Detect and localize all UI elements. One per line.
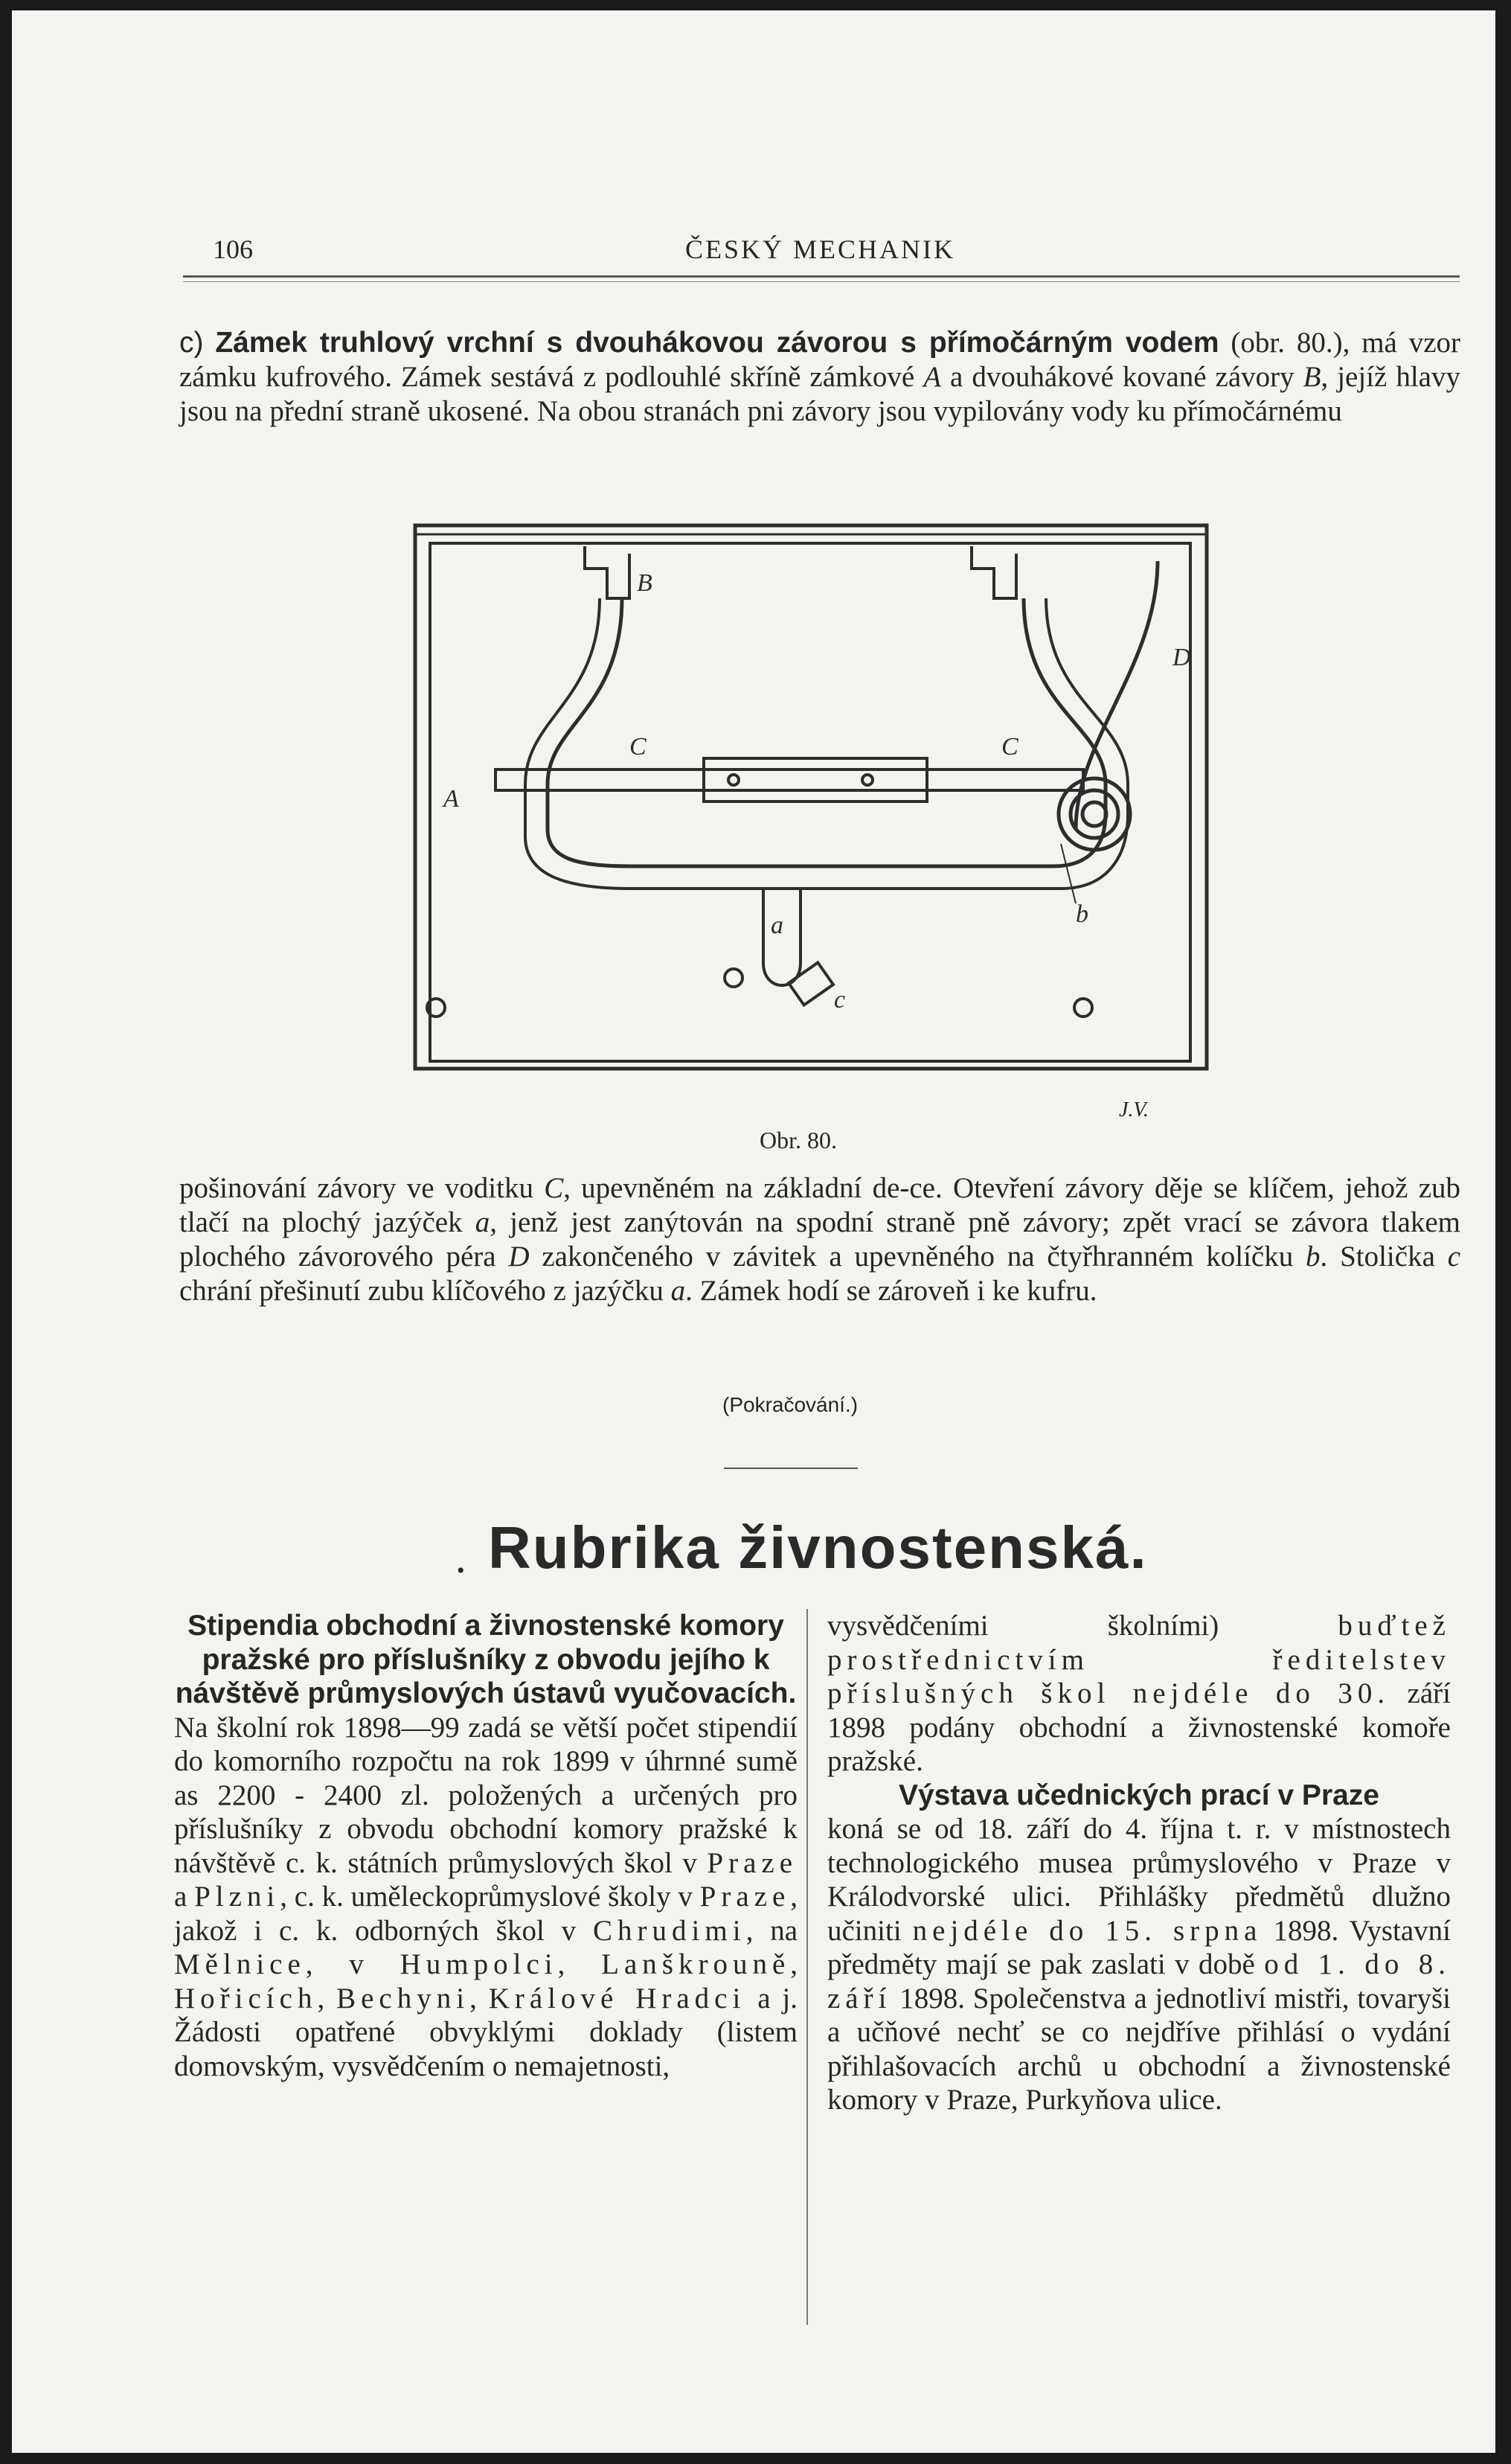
pin-b-leader [1061, 844, 1076, 903]
article-lead-paragraph [179, 326, 1460, 429]
continued-note: (Pokračování.) [722, 1393, 859, 1416]
header-rule [183, 275, 1460, 278]
lead-body-1: (obr. 80.), má vzor zámku kufrového. Zámek sestává z podlouhlé skříně zámkové [179, 327, 1460, 393]
city-praha-2: Praze [699, 1881, 791, 1913]
rivet-left [728, 775, 739, 785]
stipendia-heading: Stipendia obchodní a živnostenské komory pražské pro příslušníky z obvodu jejího k návštěvě průmyslových ústavů vyučovacích. [175, 1610, 797, 1709]
city-praha: Praze [707, 1846, 798, 1879]
running-header-title: ČESKÝ MECHANIK [685, 234, 956, 264]
right-p2-spaced-1: nejdéle do 15. srpna [912, 1914, 1263, 1947]
after-6: chrání přešinutí zubu klíčového z jazýčku [179, 1275, 671, 1307]
var-C: C [544, 1172, 564, 1204]
city-chrudim: Chrudimi [593, 1914, 746, 1947]
left-p1f: , v [305, 1948, 400, 1980]
section-dot: • [457, 1558, 465, 1583]
right-p2b: 1898. Vystavní předměty mají se pak zaslati v době [827, 1914, 1451, 1980]
after-4: zakončeného v závitek a upevněného na čtyřhranném kolíčku [529, 1241, 1306, 1273]
vystava-heading: Výstava učednických prací v Praze [898, 1779, 1380, 1811]
city-horice: Hořicích [174, 1982, 318, 2015]
figure-label-c: c [834, 986, 846, 1014]
lead-body-3: , jejíž hlavy jsou na přední straně ukosené. Na obou stranách pni závory jsou vypilovány vody ku přímočárnému [179, 361, 1460, 427]
page-number: 106 [213, 234, 253, 264]
lead-marker: c) [179, 327, 204, 359]
var-c: c [1447, 1241, 1460, 1273]
figure-label-A: A [443, 785, 459, 813]
figure-caption: Obr. 80. [760, 1127, 837, 1153]
var-b: b [1306, 1241, 1321, 1273]
header-rule-thin [183, 281, 1460, 282]
rivet-right [862, 775, 873, 785]
left-p1b: a [174, 1881, 195, 1913]
column-divider [806, 1609, 808, 2325]
figure-label-D: D [1172, 644, 1191, 671]
left-p1d: , jakož i c. k. odborných škol v [174, 1881, 798, 1947]
stop-c [789, 962, 833, 1005]
left-p1k: a j. Žádosti opatřené obvyklými doklady (listem domovským, vysvědčením o nemajetnosti, [174, 1982, 798, 2082]
city-plzen: Plzni [194, 1881, 280, 1913]
left-column [174, 1609, 798, 2083]
city-kralove-hradec: Králové Hradci [488, 1982, 746, 2015]
bolt-hook-left [585, 546, 629, 598]
after-3: , jenž jest zanýtován na spodní straně pně závory; zpět vrací se závora tlakem plochého závorového péra [179, 1206, 1460, 1273]
figure-signature: J.V. [1119, 1098, 1149, 1121]
bolt-hook-right [972, 546, 1016, 598]
var-A: A [923, 361, 942, 393]
var-D: D [508, 1241, 530, 1273]
lock-figure [406, 516, 1217, 1127]
section-title: Rubrika živnostenská. [488, 1514, 1148, 1581]
left-p1e: , na [745, 1914, 798, 1947]
lock-case-outer [415, 525, 1207, 1069]
bolt-body [548, 598, 1106, 866]
after-7: . Zámek hodí se zároveň i ke kufru. [685, 1275, 1097, 1307]
lead-title: Zámek truhlový vrchní s dvouhákovou závorou s přímočárným vodem [215, 327, 1219, 359]
spring-coil-inner [1082, 802, 1106, 826]
figure-label-c-left: C [629, 733, 647, 761]
left-p1i: , [317, 1982, 337, 2015]
var-B: B [1303, 361, 1321, 393]
article-continuation-paragraph [179, 1171, 1460, 1308]
left-p1g: , [557, 1948, 602, 1980]
right-p1a: vysvědčeními školními) [827, 1610, 1338, 1642]
lead-body-2: a dvouhákové kované závory [941, 361, 1303, 393]
figure-label-a: a [771, 912, 783, 939]
after-1: pošinování závory ve voditku [179, 1172, 545, 1204]
guide-rail [495, 769, 1083, 790]
left-p1j: , [469, 1982, 489, 2015]
figure-label-B: B [637, 569, 652, 597]
right-p2c: 1898. Společenstva a jednotliví mistři, tovaryši a učňové nechť se co nejdříve přihlásí o vydání přihlašovacích archů u obchodní a živnostenské komory v Praze, Purkyňova ulice. [827, 1982, 1451, 2116]
city-melnik: Mělnice [174, 1948, 306, 1980]
screw-hole-right [1074, 999, 1092, 1017]
left-p1h: , [790, 1948, 798, 1980]
right-p1-spaced: buďtež prostřednictvím ředitelstev příslušných škol nejdéle do 30. [827, 1610, 1451, 1709]
var-a: a [475, 1206, 490, 1238]
right-p2a: koná se od 18. září do 4. října t. r. v místnostech technologického musea průmyslového v Praze v Králodvorské ulici. Přihlášky předmětů dlužno učiniti [827, 1813, 1451, 1947]
page [12, 10, 1495, 2453]
key-pin [725, 969, 742, 987]
spring-D [1076, 561, 1158, 829]
city-lanskroun: Lanškrouně [601, 1948, 791, 1980]
left-p1a: Na školní rok 1898—99 zadá se větší počet stipendií do komorního rozpočtu na rok 1899 v úhrnné sumě as 2200 - 2400 zl. položených a určených pro příslušníky z obvodu obchodní komory pražské k návštěvě c. k. státních průmyslových škol v [174, 1711, 798, 1879]
after-2: , upevněném na základní de-ce. Otevření závory děje se klíčem, jehož zub tlačí na plochý jazýček [179, 1172, 1460, 1238]
var-a2: a [670, 1275, 686, 1307]
section-divider [724, 1468, 858, 1469]
left-p1c: , c. k. uměleckoprůmyslové školy v [280, 1881, 700, 1913]
right-p2-spaced-2: od 1. do 8. září [827, 1948, 1451, 2015]
city-humpolec: Humpolci [400, 1948, 558, 1980]
figure-label-c-right: C [1001, 733, 1018, 761]
figure-label-b: b [1076, 900, 1088, 928]
right-p1b: září 1898 podány obchodní a živnostenské komoře pražské. [827, 1677, 1451, 1777]
city-bechyne: Bechyni [336, 1982, 470, 2015]
after-5: . Stolička [1320, 1241, 1448, 1273]
right-column [827, 1609, 1451, 2117]
